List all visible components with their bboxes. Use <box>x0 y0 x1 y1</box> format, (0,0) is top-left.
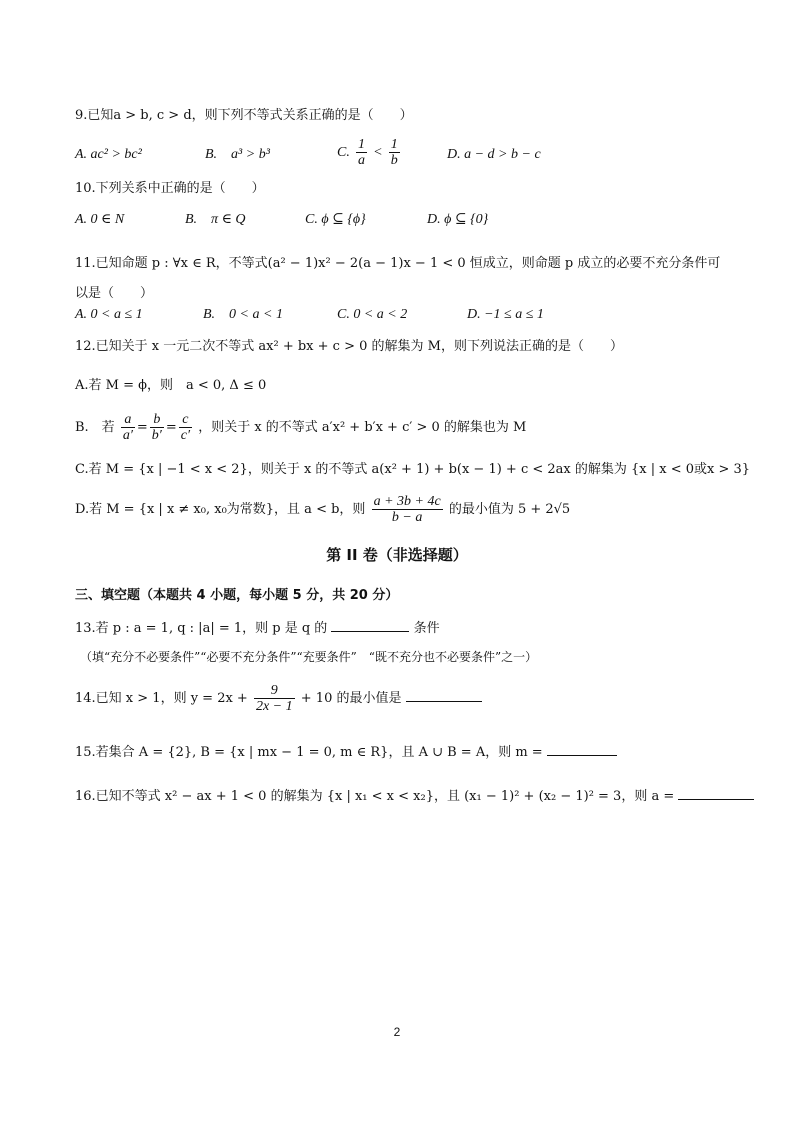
q15-answer-blank[interactable] <box>547 742 617 756</box>
q12-option-b: B. 若 $\frac{a}{a'}$ = $\frac{b}{b'}$ = $\frac{c}{c'}$ ，则关于 x 的不等式 a′x² + b′x + c′ > 0 的解集也为 M <box>75 412 527 443</box>
q12-stem: 12.已知关于 x 一元二次不等式 ax² + bx + c > 0 的解集为 M，则下列说法正确的是（ ） <box>75 339 623 354</box>
q9-option-c <box>337 137 402 168</box>
q12-option-d-frac: $\frac{a + 3b + 4c}{b - a}$ <box>373 494 441 525</box>
q9-option-d: D. a − d > b − c <box>447 147 541 162</box>
page-number: 2 <box>393 1025 401 1039</box>
q12-option-a: A.若 M = ϕ，则 a < 0, Δ ≤ 0 <box>75 378 267 393</box>
q16-stem: 16.已知不等式 x² − ax + 1 < 0 的解集为 {x | x₁ < x < x₂}，且 (x₁ − 1)² + (x₂ − 1)² = 3，则 a = <box>75 789 675 804</box>
q16-line <box>75 786 754 806</box>
q12-option-b-frac1: $\frac{a}{a'}$ <box>122 412 133 443</box>
q12-option-d-suffix: 的最小值为 5 + 2√5 <box>448 502 571 517</box>
q12-option-b-frac2: $\frac{b}{b'}$ <box>151 412 162 443</box>
q12-option-b-frac3: $\frac{c}{c'}$ <box>180 412 191 443</box>
q11-stem-line1: 11.已知命题 p : ∀x ∈ R，不等式(a² − 1)x² − 2(a − 1)x − 1 < 0 恒成立，则命题 p 成立的必要不充分条件可 <box>75 256 721 271</box>
q13-suffix: 条件 <box>413 621 440 636</box>
q16-answer-blank[interactable] <box>678 786 754 800</box>
q14-line <box>75 683 482 714</box>
q9-option-c-frac2: $\frac{1}{b}$ <box>390 137 398 168</box>
q15-stem: 15.若集合 A = {2}, B = {x | mx − 1 = 0, m ∈ R}，且 A ∪ B = A，则 m = <box>75 745 543 760</box>
q13-hint: （填“充分不必要条件”“必要不充分条件”“充要条件” “既不充分也不必要条件”之一） <box>80 650 538 664</box>
q10-option-d: D. ϕ ⊆ {0} <box>427 212 489 227</box>
q10-option-c: C. ϕ ⊆ {ϕ} <box>305 212 366 227</box>
q9-option-c-frac1: $\frac{1}{a}$ <box>357 137 365 168</box>
q12-option-b-suffix: ，则关于 x 的不等式 a′x² + b′x + c′ > 0 的解集也为 M <box>198 420 527 435</box>
q10-stem: 10.下列关系中正确的是（ ） <box>75 181 265 196</box>
q11-option-c: C. 0 < a < 2 <box>337 307 408 322</box>
q14-prefix: 14.已知 x > 1，则 y = 2x + <box>75 691 248 706</box>
q14-frac: $\frac{9}{2x - 1}$ <box>255 683 293 714</box>
q9-option-a: A. ac² > bc² <box>75 147 142 162</box>
q12-option-d <box>75 494 570 525</box>
q9-option-b: B. a³ > b³ <box>205 147 270 162</box>
q11-option-d: D. −1 ≤ a ≤ 1 <box>467 307 544 322</box>
q12-option-d-prefix: D.若 M = {x | x ≠ x₀, x₀为常数}，且 a < b，则 <box>75 502 366 517</box>
q15-line <box>75 742 617 762</box>
q9-option-c-op: < <box>373 145 383 160</box>
q14-suffix: + 10 的最小值是 <box>300 691 402 706</box>
section3-header: 三、填空题（本题共 4 小题，每小题 5 分，共 20 分） <box>75 588 399 603</box>
q13-answer-blank[interactable] <box>331 618 409 632</box>
q13-line <box>75 618 440 638</box>
q12-option-c: C.若 M = {x | −1 < x < 2}，则关于 x 的不等式 a(x² + 1) + b(x − 1) + c < 2ax 的解集为 {x | x < 0或x > 3} <box>75 462 751 477</box>
part2-title: 第 II 卷（非选择题） <box>326 546 468 564</box>
q11-option-a: A. 0 < a ≤ 1 <box>75 307 143 322</box>
q10-option-b: B. π ∈ Q <box>185 212 246 227</box>
q11-stem-line2: 以是（ ） <box>75 286 154 301</box>
q9-stem: 9.已知a > b, c > d，则下列不等式关系正确的是（ ） <box>75 108 413 123</box>
q13-stem: 13.若 p : a = 1, q : |a| = 1，则 p 是 q 的 <box>75 621 328 636</box>
q14-answer-blank[interactable] <box>406 688 482 702</box>
q10-option-a: A. 0 ∈ N <box>75 212 125 227</box>
q12-option-b-prefix: B. 若 <box>75 420 115 435</box>
q9-option-c-prefix: C. <box>337 145 350 160</box>
q11-option-b: B. 0 < a < 1 <box>203 307 283 322</box>
